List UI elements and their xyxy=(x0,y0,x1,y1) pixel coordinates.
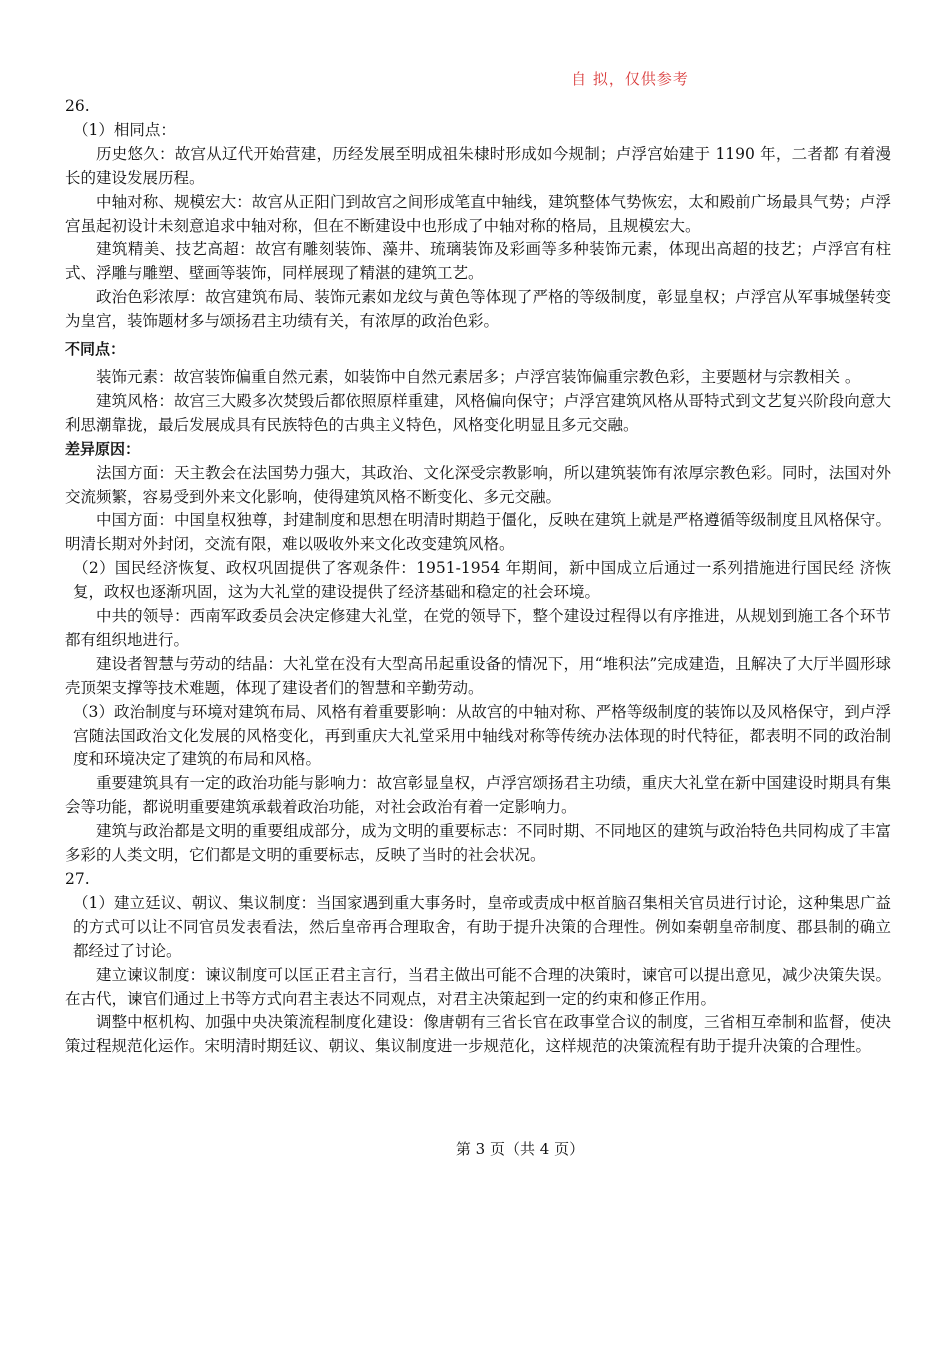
paragraph: 政治色彩浓厚：故宫建筑布局、装饰元素如龙纹与黄色等体现了严格的等级制度，彰显皇权；卢浮宫从军事城堡转变为皇宫，装饰题材多与颂扬君主功绩有关，有浓厚的政治色彩。 xyxy=(65,288,891,331)
paragraph: 建立谏议制度：谏议制度可以匡正君主言行，当君主做出可能不合理的决策时，谏官可以提出意见，减少决策失误。在古代，谏官们通过上书等方式向君主表达不同观点，对君主决策起到一定的约束和修正作用。 xyxy=(65,965,891,1008)
paragraph: 建设者智慧与劳动的结晶：大礼堂在没有大型高吊起重设备的情况下，用“堆积法”完成建造，且解决了大厅半圆形球壳顶架支撑等技术难题，体现了建设者们的智慧和辛勤劳动。 xyxy=(65,654,891,697)
question-number: 27. xyxy=(65,870,90,888)
part-heading: （1）相同点： xyxy=(73,120,176,139)
paragraph: 中共的领导：西南军政委员会决定修建大礼堂，在党的领导下，整个建设过程得以有序推进，从规划到施工各个环节都有组织地进行。 xyxy=(65,607,891,649)
question-number: 26. xyxy=(65,97,90,115)
paragraph: 建筑与政治都是文明的重要组成部分，成为文明的重要标志：不同时期、不同地区的建筑与政治特色共同构成了丰富多彩的人类文明，它们都是文明的重要标志，反映了当时的社会状况。 xyxy=(65,822,891,865)
paragraph: 调整中枢机构、加强中央决策流程制度化建设：像唐朝有三省长官在政事堂合议的制度，三省相互牵制和监督，使决策过程规范化运作。宋明清时期廷议、朝议、集议制度进一步规范化，这样规范的决策流程有助于提升决策的合理性。 xyxy=(65,1013,891,1056)
paragraph: 建筑风格：故宫三大殿多次焚毁后都依照原样重建，风格偏向保守；卢浮宫建筑风格从哥特式到文艺复兴阶段向意大利思潮靠拢，最后发展成具有民族特色的古典主义特色，风格变化明显且多元交融。 xyxy=(65,391,891,434)
paragraph: 法国方面：天主教会在法国势力强大，其政治、文化深受宗教影响，所以建筑装饰有浓厚宗教色彩。同时，法国对外交流频繁，容易受到外来文化影响，使得建筑风格不断变化、多元交融。 xyxy=(65,463,891,506)
section-heading: 差异原因： xyxy=(65,439,141,458)
answer-content xyxy=(65,95,891,1059)
paragraph: 中轴对称、规模宏大：故宫从正阳门到故宫之间形成笔直中轴线，建筑整体气势恢宏，太和殿前广场最具气势；卢浮宫虽起初设计未刻意追求中轴对称，但在不断建设中也形成了中轴对称的格局，且规模宏大。 xyxy=(65,192,891,235)
section-heading: 不同点： xyxy=(65,340,126,359)
paragraph: （2）国民经济恢复、政权巩固提供了客观条件：1951-1954 年期间，新中国成立后通过一系列措施进行国民经 济恢复，政权也逐渐巩固，这为大礼堂的建设提供了经济基础和稳定的社会环境。 xyxy=(73,559,891,602)
paragraph: 建筑精美、技艺高超：故宫有雕刻装饰、藻井、琉璃装饰及彩画等多种装饰元素，体现出高超的技艺；卢浮宫有柱式、浮雕与雕塑、壁画等装饰，同样展现了精湛的建筑工艺。 xyxy=(65,240,891,283)
paragraph: （3）政治制度与环境对建筑布局、风格有着重要影响：从故宫的中轴对称、严格等级制度的装饰以及风格保守，到卢浮宫随法国政治文化发展的风格变化，再到重庆大礼堂采用中轴线对称等传统办法体现的时代特征，都表明不同的政治制度和环境决定了建筑的布局和风格。 xyxy=(73,702,891,769)
page-footer: 第 3 页（共 4 页） xyxy=(455,1140,585,1158)
watermark-text: 自 拟，仅供参考 xyxy=(571,70,689,88)
paragraph: （1）建立廷议、朝议、集议制度：当国家遇到重大事务时，皇帝或责成中枢首脑召集相关官员进行讨论，这种集思广益的方式可以让不同官员发表看法，然后皇帝再合理取舍，有助于提升决策的合理性。例如秦朝皇帝制度、郡县制的确立都经过了讨论。 xyxy=(73,893,891,960)
paragraph: 装饰元素：故宫装饰偏重自然元素，如装饰中自然元素居多；卢浮宫装饰偏重宗教色彩，主要题材与宗教相关 。 xyxy=(96,367,861,386)
paragraph: 中国方面：中国皇权独尊，封建制度和思想在明清时期趋于僵化，反映在建筑上就是严格遵循等级制度且风格保守。明清长期对外封闭，交流有限，难以吸收外来文化改变建筑风格。 xyxy=(65,511,891,554)
paragraph: 重要建筑具有一定的政治功能与影响力：故宫彰显皇权，卢浮宫颂扬君主功绩，重庆大礼堂在新中国建设时期具有集会等功能，都说明重要建筑承载着政治功能，对社会政治有着一定影响力。 xyxy=(65,774,891,817)
paragraph: 历史悠久：故宫从辽代开始营建，历经发展至明成祖朱棣时形成如今规制；卢浮宫始建于 1190 年，二者都 有着漫长的建设发展历程。 xyxy=(65,144,891,187)
